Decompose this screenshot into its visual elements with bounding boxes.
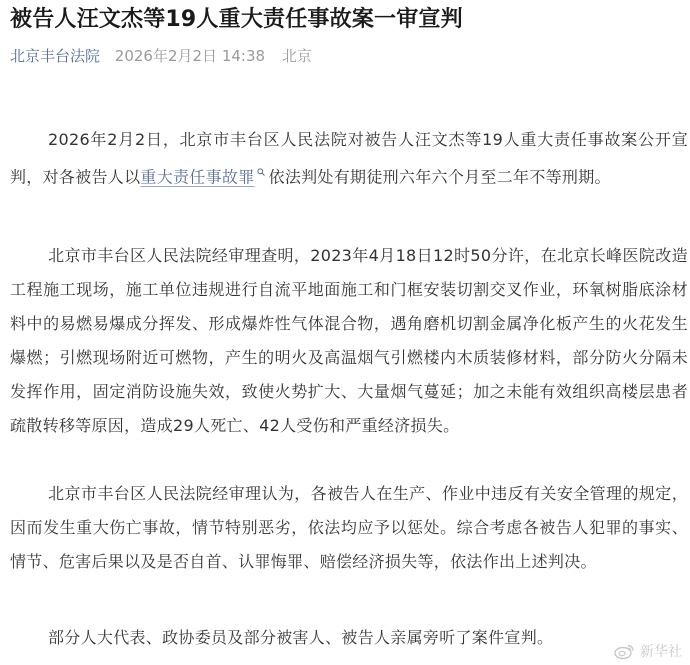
watermark bbox=[614, 641, 682, 661]
paragraph-1-text-before: 2026年2月2日，北京市丰台区人民法院对被告人汪文杰等19人重大责任事故案公开宣判，对各被告人以 bbox=[10, 130, 688, 187]
source-account-link[interactable]: 北京丰台法院 bbox=[10, 47, 101, 65]
paragraph-3 bbox=[10, 477, 688, 579]
paragraph-2-text: 北京市丰台区人民法院经审理查明，2023年4月18日12时50分许，在北京长峰医院改造工程施工现场，施工单位违规进行自流平地面施工和门框安装切割交叉作业，环氧树脂底涂材料中的易燃易爆成分挥发、形成爆炸性气体混合物，遇角磨机切割金属净化板产生的火花发生爆燃；引燃现场附近可燃物，产生的明火及高温烟气引燃楼内木质装修材料，部分防火分隔未发挥作用，固定消防设施失效，致使火势扩大、大量烟气蔓延；加之未能有效组织高楼层患者疏散转移等原因，造成29人死亡、42人受伤和严重经济损失。 bbox=[10, 246, 688, 435]
paragraph-1 bbox=[10, 123, 688, 194]
paragraph-4 bbox=[10, 621, 688, 655]
weibo-icon bbox=[614, 642, 636, 660]
paragraph-3-text: 北京市丰台区人民法院经审理认为，各被告人在生产、作业中违反有关安全管理的规定，因而发生重大伤亡事故，情节特别恶劣，依法均应予以惩处。综合考虑各被告人犯罪的事实、情节、危害后果以及是否自首、认罪悔罪、赔偿经济损失等，依法作出上述判决。 bbox=[10, 484, 688, 571]
watermark-text: 新华社 bbox=[640, 644, 682, 660]
keyword-link[interactable]: 重大责任事故罪 bbox=[140, 167, 255, 187]
paragraph-4-text: 部分人大代表、政协委员及部分被害人、被告人亲属旁听了案件宣判。 bbox=[48, 628, 554, 647]
article-meta bbox=[10, 44, 312, 68]
paragraph-2 bbox=[10, 239, 688, 443]
paragraph-1-text-after: 依法判处有期徒刑六年六个月至二年不等刑期。 bbox=[268, 167, 611, 187]
publish-location: 北京 bbox=[281, 47, 312, 65]
search-icon[interactable] bbox=[257, 157, 265, 191]
article-title: 被告人汪文杰等19人重大责任事故案一审宣判 bbox=[10, 7, 463, 32]
publish-time: 2026年2月2日 14:38 bbox=[114, 47, 266, 65]
